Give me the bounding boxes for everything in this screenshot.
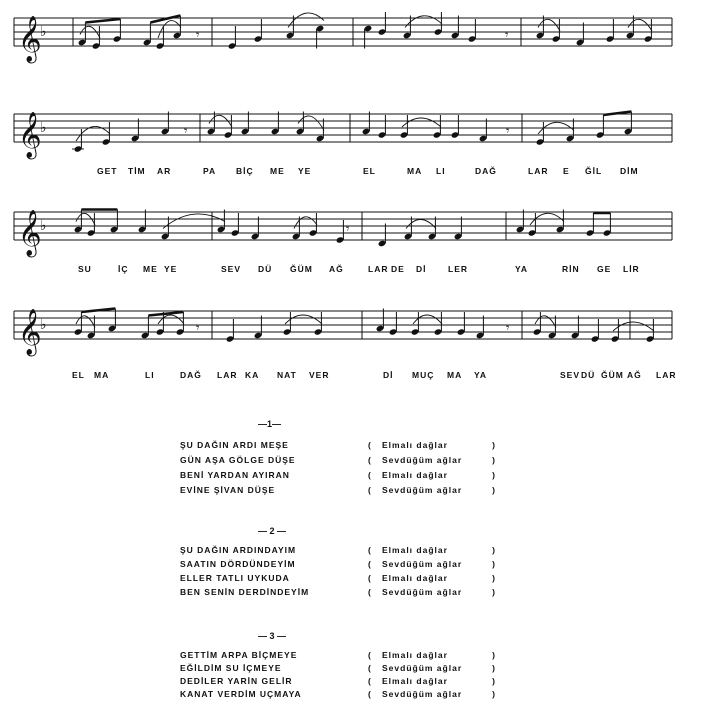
verse-line: BENİ YARDAN AYIRAN ( Elmalı dağlar ) — [180, 470, 496, 480]
refrain-text: Sevdüğüm ağlar — [382, 587, 463, 597]
verse-text: SAATIN DÖRDÜNDEYİM — [180, 559, 296, 569]
refrain-text: Elmalı dağlar — [382, 573, 448, 583]
lyric-syllable: RİN — [562, 264, 580, 274]
lyric-syllable: NAT — [277, 370, 297, 380]
lyric-syllable: DAĞ — [475, 166, 497, 176]
verse-text: KANAT VERDİM UÇMAYA — [180, 689, 302, 699]
verse-1-number: —1— — [258, 419, 282, 429]
lyric-syllable: ĞİL — [585, 166, 603, 176]
lyric-syllable: ME — [270, 166, 285, 176]
lyric-syllable: YE — [298, 166, 312, 176]
flat-icon: ♭ — [40, 120, 47, 136]
lyric-syllable: BİÇ — [236, 166, 254, 176]
verse-line: KANAT VERDİM UÇMAYA ( Sevdüğüm ağlar ) — [180, 689, 496, 699]
lyric-syllable: ME — [143, 264, 158, 274]
verse-2-number: — 2 — — [258, 526, 287, 536]
lyric-syllable: LİR — [623, 264, 640, 274]
verse-1 — [180, 440, 520, 500]
lyric-syllable: KA — [245, 370, 260, 380]
note-beam — [148, 312, 183, 316]
flat-icon: ♭ — [40, 24, 47, 40]
refrain-text: Sevdüğüm ağlar — [382, 485, 463, 495]
verse-text: DEDİLER YARİN GELİR — [180, 676, 293, 686]
eighth-rest-icon: 𝄾 — [506, 124, 510, 139]
refrain-text: Sevdüğüm ağlar — [382, 689, 463, 699]
lyrics-line-4 — [0, 370, 710, 384]
eighth-rest-icon: 𝄾 — [506, 321, 510, 336]
lyric-syllable: MA — [447, 370, 463, 380]
verse-3 — [180, 650, 520, 702]
verse-line: BEN SENİN DERDİNDEYİM ( Sevdüğüm ağlar ) — [180, 587, 496, 597]
lyric-syllable: SEV — [221, 264, 242, 274]
lyric-syllable: YA — [474, 370, 488, 380]
refrain-text: Elmalı dağlar — [382, 470, 448, 480]
refrain-text: Elmalı dağlar — [382, 440, 448, 450]
slur — [158, 315, 184, 324]
lyric-syllable: Dİ — [416, 264, 427, 274]
lyric-syllable: MA — [94, 370, 110, 380]
lyric-syllable: DAĞ — [180, 370, 202, 380]
lyric-syllable: EL — [72, 370, 85, 380]
lyric-syllable: E — [563, 166, 570, 176]
lyric-syllable: DÜ — [581, 370, 596, 380]
flat-icon: ♭ — [40, 317, 47, 333]
treble-clef-icon: 𝄞 — [18, 112, 42, 158]
lyric-syllable: PA — [203, 166, 217, 176]
lyric-syllable: LAR — [528, 166, 549, 176]
lyric-syllable: SEV — [560, 370, 581, 380]
note-beam — [603, 112, 631, 116]
note-beam — [85, 19, 120, 23]
note-beam — [81, 309, 115, 313]
lyric-syllable: YA — [515, 264, 529, 274]
lyric-syllable: GET — [97, 166, 118, 176]
lyric-syllable: AĞ — [329, 264, 344, 274]
lyric-syllable: EL — [363, 166, 376, 176]
treble-clef-icon: 𝄞 — [18, 16, 42, 62]
slur — [406, 220, 436, 229]
lyric-syllable: DE — [391, 264, 405, 274]
lyric-syllable: LER — [448, 264, 468, 274]
lyric-syllable: DÜ — [258, 264, 273, 274]
lyric-syllable: LI — [436, 166, 446, 176]
lyric-syllable: MA — [407, 166, 423, 176]
verse-text: EVİNE ŞİVAN DÜŞE — [180, 485, 276, 495]
slur — [613, 322, 654, 331]
lyrics-line-3 — [0, 264, 710, 278]
refrain-text: Elmalı dağlar — [382, 545, 448, 555]
verse-text: BEN SENİN DERDİNDEYİM — [180, 587, 310, 597]
verse-line: GETTİM ARPA BİÇMEYE ( Elmalı dağlar ) — [180, 650, 496, 660]
eighth-rest-icon: 𝄾 — [196, 321, 200, 336]
lyric-syllable: İÇ — [118, 264, 129, 274]
lyric-syllable: LAR — [368, 264, 389, 274]
verse-line: ŞU DAĞIN ARDINDAYIM ( Elmalı dağlar ) — [180, 545, 496, 555]
treble-clef-icon: 𝄞 — [18, 210, 42, 256]
lyric-syllable: AR — [157, 166, 172, 176]
lyric-syllable: Dİ — [383, 370, 394, 380]
verse-line: EVİNE ŞİVAN DÜŞE ( Sevdüğüm ağlar ) — [180, 485, 496, 495]
lyric-syllable: YE — [164, 264, 178, 274]
eighth-rest-icon: 𝄾 — [196, 28, 200, 43]
verse-line: ELLER TATLI UYKUDA ( Elmalı dağlar ) — [180, 573, 496, 583]
verse-3-number: — 3 — — [258, 631, 287, 641]
refrain-text: Elmalı dağlar — [382, 650, 448, 660]
lyric-syllable: LAR — [217, 370, 238, 380]
note-beam — [150, 16, 180, 23]
lyric-syllable: AĞ — [627, 370, 642, 380]
lyrics-line-2 — [0, 166, 710, 180]
refrain-text: Sevdüğüm ağlar — [382, 455, 463, 465]
verse-line: GÜN AŞA GÖLGE DÜŞE ( Sevdüğüm ağlar ) — [180, 455, 496, 465]
verse-text: EĞİLDİM SU İÇMEYE — [180, 663, 282, 673]
lyric-syllable: SU — [78, 264, 92, 274]
lyric-syllable: VER — [309, 370, 330, 380]
eighth-rest-icon: 𝄾 — [184, 124, 188, 139]
verse-text: ŞU DAĞIN ARDI MEŞE — [180, 440, 289, 450]
lyric-syllable: ĞÜM — [290, 264, 313, 274]
verse-text: GÜN AŞA GÖLGE DÜŞE — [180, 455, 296, 465]
lyric-syllable: DİM — [620, 166, 639, 176]
refrain-text: Sevdüğüm ağlar — [382, 559, 463, 569]
verse-text: GETTİM ARPA BİÇMEYE — [180, 650, 298, 660]
verse-text: ŞU DAĞIN ARDINDAYIM — [180, 545, 297, 555]
verse-line: DEDİLER YARİN GELİR ( Elmalı dağlar ) — [180, 676, 496, 686]
slur — [413, 315, 442, 324]
treble-clef-icon: 𝄞 — [18, 309, 42, 355]
flat-icon: ♭ — [40, 218, 47, 234]
lyric-syllable: TİM — [128, 166, 146, 176]
lyric-syllable: LI — [145, 370, 155, 380]
verse-2 — [180, 545, 520, 601]
verse-line: SAATIN DÖRDÜNDEYİM ( Sevdüğüm ağlar ) — [180, 559, 496, 569]
eighth-rest-icon: 𝄾 — [505, 28, 509, 43]
verse-line: ŞU DAĞIN ARDI MEŞE ( Elmalı dağlar ) — [180, 440, 496, 450]
verse-text: BENİ YARDAN AYIRAN — [180, 470, 290, 480]
lyric-syllable: LAR — [656, 370, 677, 380]
refrain-text: Elmalı dağlar — [382, 676, 448, 686]
lyric-syllable: ĞÜM — [601, 370, 624, 380]
lyric-syllable: GE — [597, 264, 612, 274]
lyric-syllable: MUÇ — [412, 370, 435, 380]
verse-line: EĞİLDİM SU İÇMEYE ( Sevdüğüm ağlar ) — [180, 663, 496, 673]
refrain-text: Sevdüğüm ağlar — [382, 663, 463, 673]
verse-text: ELLER TATLI UYKUDA — [180, 573, 290, 583]
eighth-rest-icon: 𝄾 — [346, 222, 350, 237]
